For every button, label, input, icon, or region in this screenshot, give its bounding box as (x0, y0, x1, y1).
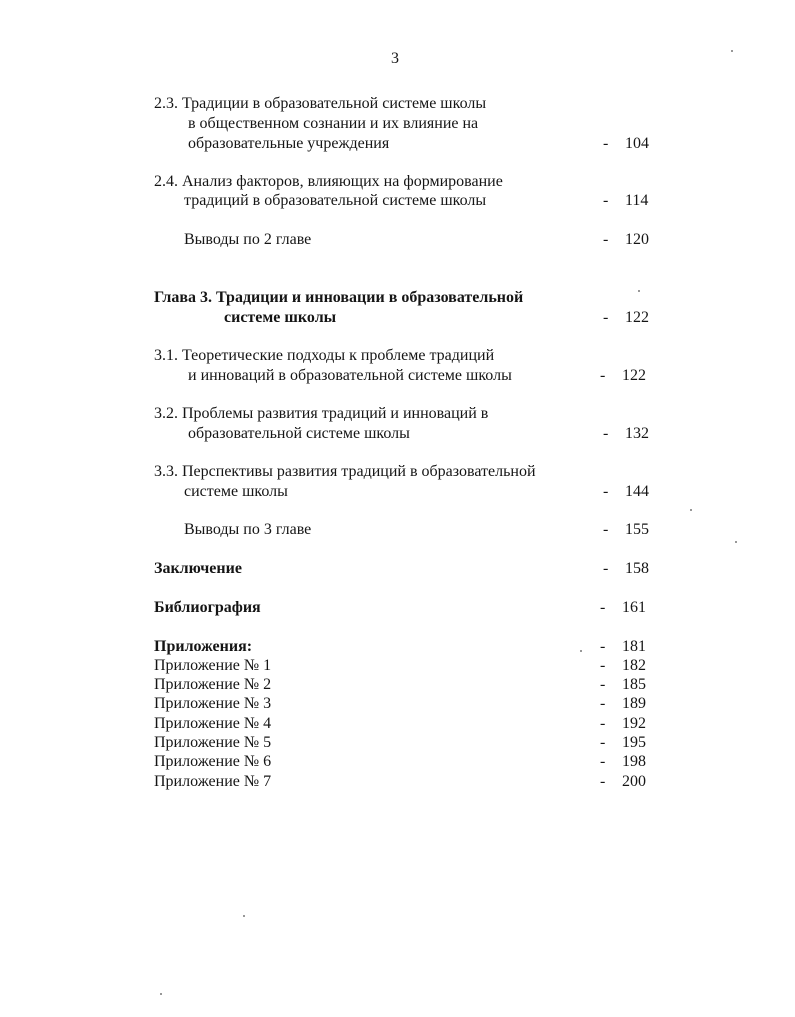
toc-page-bibliography: - 161 (600, 599, 646, 616)
page-number: 3 (391, 50, 399, 67)
toc-entry-conclusions-2: Выводы по 2 главе (184, 231, 312, 248)
toc-entry-3-3-line-1: 3.3. Перспективы развития традиций в образовательной (154, 463, 536, 480)
toc-page-2-3: - 104 (603, 135, 649, 152)
toc-entry-appendices: Приложения: (154, 638, 253, 655)
toc-appendix-page: - 182 (600, 657, 646, 674)
toc-appendix-item: Приложение № 6 (154, 753, 272, 770)
toc-appendix-page: - 189 (600, 695, 646, 712)
toc-entry-2-3-line-1: 2.3. Традиции в образовательной системе школы (154, 95, 487, 112)
toc-entry-2-4-line-2: традиций в образовательной системе школы (184, 192, 487, 209)
toc-page-2-4: - 114 (603, 192, 649, 209)
toc-appendix-item: Приложение № 5 (154, 734, 272, 751)
toc-appendix-page: - 198 (600, 753, 646, 770)
toc-page-chapter-3: - 122 (603, 309, 649, 326)
scan-speck (580, 650, 582, 652)
toc-entry-3-2-line-2: образовательной системе школы (188, 425, 410, 442)
toc-entry-3-2-line-1: 3.2. Проблемы развития традиций и инноваций в (154, 405, 489, 422)
toc-chapter-3-line-1: Глава 3. Традиции и инновации в образовательной (154, 289, 524, 306)
toc-entry-2-3-line-3: образовательные учреждения (188, 135, 390, 152)
toc-page-conclusions-3: - 155 (603, 521, 649, 538)
scan-speck (638, 290, 640, 292)
toc-page-conclusions-2: - 120 (603, 231, 649, 248)
toc-appendix-page: - 200 (600, 773, 646, 790)
toc-page-3-3: - 144 (603, 483, 649, 500)
toc-entry-2-3-line-2: в общественном сознании и их влияние на (188, 115, 479, 132)
toc-page-appendices: - 181 (600, 638, 646, 655)
toc-entry-2-4-line-1: 2.4. Анализ факторов, влияющих на формирование (154, 173, 503, 190)
toc-entry-3-3-line-2: системе школы (184, 483, 288, 500)
toc-appendix-page: - 185 (600, 676, 646, 693)
toc-appendix-page: - 192 (600, 715, 646, 732)
toc-appendix-item: Приложение № 3 (154, 695, 272, 712)
toc-appendix-item: Приложение № 1 (154, 657, 272, 674)
toc-appendix-item: Приложение № 7 (154, 773, 272, 790)
scan-speck (160, 993, 162, 995)
scan-speck (243, 915, 245, 917)
scan-speck (690, 509, 692, 511)
toc-entry-3-1-line-2: и инноваций в образовательной системе школы (188, 367, 512, 384)
toc-entry-conclusion: Заключение (154, 560, 242, 577)
toc-appendix-page: - 195 (600, 734, 646, 751)
toc-page-3-1: - 122 (600, 367, 646, 384)
toc-page-3-2: - 132 (603, 425, 649, 442)
toc-appendix-item: Приложение № 4 (154, 715, 272, 732)
scan-speck (735, 541, 737, 543)
toc-entry-bibliography: Библиография (154, 599, 261, 616)
toc-page-conclusion: - 158 (603, 560, 649, 577)
toc-chapter-3-line-2: системе школы (224, 309, 337, 326)
toc-appendix-item: Приложение № 2 (154, 676, 272, 693)
toc-entry-3-1-line-1: 3.1. Теоретические подходы к проблеме традиций (154, 347, 495, 364)
scan-speck (731, 50, 733, 52)
toc-entry-conclusions-3: Выводы по 3 главе (184, 521, 312, 538)
